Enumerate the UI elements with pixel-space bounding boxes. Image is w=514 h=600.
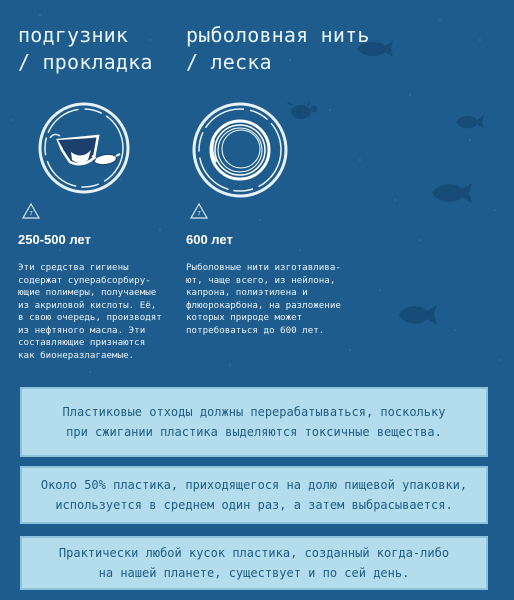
note-line: при сжигании пластика выделяются токсичные вещества. (66, 425, 442, 439)
fish-silhouette (430, 180, 474, 206)
note-plastic-persistence (20, 536, 488, 590)
item-title-line1: подгузник (18, 23, 129, 47)
recycle-triangle-icon (190, 203, 208, 219)
description-line: из акриловой кислоты. Её, (18, 299, 157, 311)
note-line: Пластиковые отходы должны перерабатываться, поскольку (62, 405, 446, 419)
note-food-packaging (20, 466, 488, 524)
decomposition-time: 250-500 лет (18, 232, 91, 247)
description-line: содержат суперабсорбиру- (18, 274, 151, 286)
note-line: Около 50% пластика, приходящегося на долю пищевой упаковки, (40, 478, 468, 492)
note-line: на нашей планете, существует и по сей день. (98, 566, 410, 580)
note-recycling (20, 387, 488, 457)
svg-text:7: 7 (29, 210, 33, 218)
item-title-line2: / прокладка (18, 50, 153, 74)
decomposition-time: 600 лет (186, 232, 233, 247)
item-title-line2: / леска (186, 50, 272, 74)
description-line: как бионеразлагаемые. (18, 349, 135, 361)
item-title-line1: рыболовная нить (186, 23, 370, 47)
turtle-silhouette (285, 100, 319, 122)
item-description (186, 262, 341, 337)
description-line: Рыболовные нити изготавлива- (186, 262, 341, 273)
description-line: составляющие признаются (18, 337, 146, 348)
description-line: капрона, полиэтилена и (186, 287, 308, 298)
description-line: ющие полимеры, получаемые (18, 287, 157, 298)
diaper-pad-icon (36, 100, 132, 196)
svg-text:7: 7 (197, 210, 201, 218)
description-line: потребоваться до 600 лет. (186, 324, 325, 336)
description-line: которых природе может (186, 312, 303, 323)
item-title (186, 22, 446, 76)
fish-silhouette (455, 113, 485, 131)
note-line: Практически любой кусок пластика, созданный когда-либо (58, 546, 450, 560)
fishing-line-icon (190, 100, 290, 200)
note-line: используется в среднем один раз, а затем выбрасывается. (55, 498, 453, 512)
description-line: флюорокарбона, на разложение (186, 299, 341, 311)
fish-silhouette (397, 302, 439, 328)
description-line: в свою очередь, производят (18, 312, 162, 323)
recycle-triangle-icon (22, 203, 40, 219)
description-line: из нефтяного масла. Эти (18, 324, 146, 336)
description-line: Эти средства гигиены (18, 262, 129, 273)
item-description (18, 262, 162, 362)
description-line: ют, чаще всего, из нейлона, (186, 274, 336, 286)
